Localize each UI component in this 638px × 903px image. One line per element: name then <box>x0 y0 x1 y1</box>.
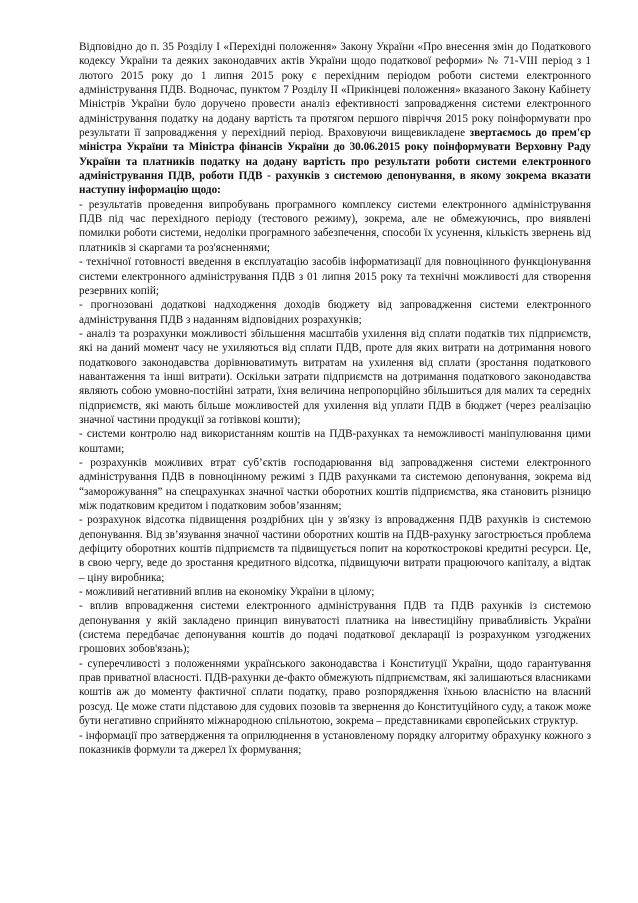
list-item-business-losses: - розрахунків можливих втрат суб’єктів господарювання від запровадження системи електронного адміністрування ПДВ в повноцінному режимі з ПДВ рахунками та системою депонування, зокрема від “заморожування” на спецрахунках значної частки оборотних коштів підприємства, яка становить різницю між податковим кредитом і податковим зобов’язанням; <box>79 456 591 512</box>
intro-paragraph <box>79 40 591 198</box>
intro-bold-appeal: звертаємось до прем'єр міністра України та Міністра фінансів України до 30.06.2015 року поінформувати Верховну Раду України та платників податку на додану вартість про результати роботи системи електронного адміністрування ПДВ, роботи ПДВ - рахунків з системою депонування, в якому зокрема вказати наступну інформацію щодо: <box>79 127 591 197</box>
intro-lead-text: Відповідно до п. 35 Розділу І «Перехідні положення» Закону України «Про внесення змін до Податкового кодексу України та деяких законодавчих актів України щодо податкової реформи» № 71-VIII період з 1 лютого 2015 року до 1 липня 2015 року є перехідним періодом роботи системи електронного адміністрування ПДВ. Водночас, пунктом 7 Розділу ІІ «Прикінцеві положення» вказаного Закону Кабінету Міністрів України було доручено провести аналіз ефективності запровадження системи електронного адміністрування податку на додану вартість та протягом першого півріччя 2015 року поінформувати про результати її запровадження у перехідний період. Враховуючи вищевикладене <box>79 41 591 140</box>
list-item-investment-attractiveness: - вплив впровадження системи електронного адміністрування ПДВ та ПДВ рахунків із системою депонування у якій закладено принцип винуватості платника на інвестиційну привабливість України (система передбачає депонування коштів до подачі податкової декларації із розрахунком узгоджених грошових зобов'язань); <box>79 600 591 656</box>
list-item-control-system: - системи контролю над використанням коштів на ПДВ-рахунках та неможливості маніпулювання цими коштами; <box>79 428 591 455</box>
list-item-budget-revenue: - прогнозовані додаткові надходження доходів бюджету від запровадження системи електронного адміністрування ПДВ з наданням відповідних розрахунків; <box>79 299 591 326</box>
list-item-test-results: - результатів проведення випробувань програмного комплексу системи електронного адміністрування ПДВ під час перехідного періоду (тестового режиму), зокрема, але не обмежуючись, про виявлені помилки роботи системи, недоліки програмного забезпечення, способи їх усунення, кількість звернень від платників зі скаргами та роз'ясненнями; <box>79 198 591 254</box>
document-page <box>79 40 591 757</box>
list-item-constitutional-conflicts: - суперечливості з положеннями українського законодавства і Конституції України, щодо гарантування прав приватної власності. ПДВ-рахунки де-факто обмежують підприємствам, які залишаються власниками коштів аж до моменту фактичної сплати податку, право розпорядження їхньою власністю на власний розсуд. Це може стати підставою для судових позовів та звернення до Конституційного суду, а також може бути негативно сприйнято міжнародною спільнотою, зокрема – представниками європейських структур. <box>79 657 591 728</box>
list-item-retail-prices: - розрахунок відсотка підвищення роздрібних цін у зв'язку із впровадження ПДВ рахунків із системою депонування. Від зв’язування значної частини оборотних коштів на ПДВ-рахунку загострюється проблема дефіциту оборотних коштів підприємств та підвищується попит на короткострокові кредитні ресурси. Це, в свою чергу, веде до зростання кредитного відсотка, підвищуючи витрати працюючого капіталу, а відтак – ціну виробника; <box>79 514 591 584</box>
list-item-formula-publication: - інформації про затвердження та оприлюднення в установленому порядку алгоритму обрахунку кожного з показників формули та джерел їх формування; <box>79 729 591 756</box>
list-item-economic-impact: - можливий негативний вплив на економіку України в цілому; <box>79 586 375 599</box>
list-item-tax-evasion-analysis: - аналіз та розрахунки можливості збільшення масштабів ухилення від сплати податків тих підприємств, які на даний момент часу не ухиляються від сплати ПДВ, проте для яких витрати на дотримання нового податкового законодавства дорівнюватимуть витратам на ухилення від сплати (зростання податкового навантаження та інші витрати). Оскільки затрати підприємств на дотримання податкового законодавства являють собою умовно-постійні затрати, їхня величина непропорційно збільшиться для малих та середніх підприємств, які мають більше можливостей для ухилення від уплати ПДВ в бюджет (через реалізацію значної частини продукції за готівкові кошти); <box>79 327 591 426</box>
list-item-technical-readiness: - технічної готовності введення в експлуатацію засобів інформатизації для повноцінного функціонування системи електронного адміністрування ПДВ з 01 липня 2015 року та технічні можливості для створення резервних копій; <box>79 256 591 297</box>
